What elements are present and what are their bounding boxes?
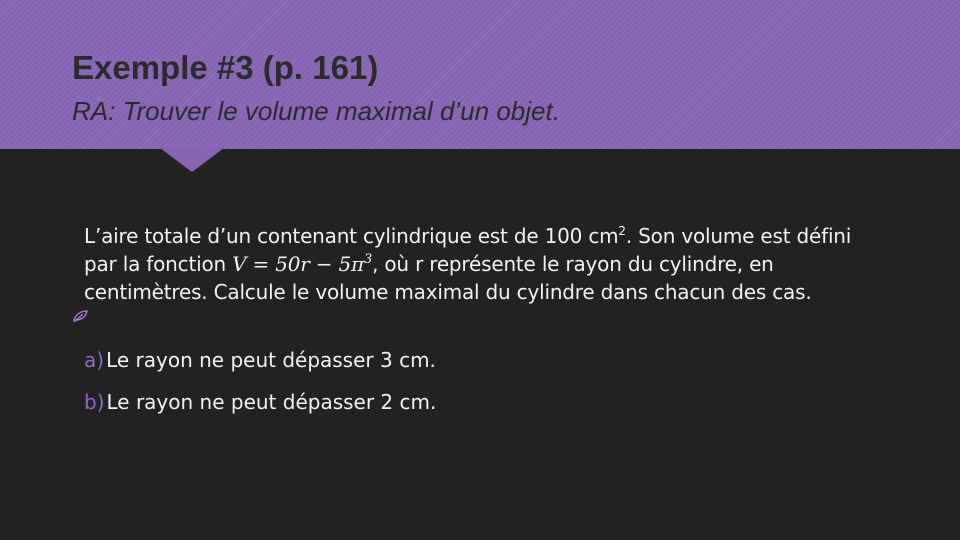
sub-item-a-text: Le rayon ne peut dépasser 3 cm. [106, 348, 436, 372]
banner-notch [160, 148, 224, 172]
sub-item-a [84, 346, 436, 374]
sub-item-b [84, 388, 436, 416]
slide-subtitle: RA: Trouver le volume maximal d’un objet. [72, 96, 560, 126]
title-banner [0, 0, 960, 149]
statement-part-2: . Son volume est défini par la fonction [84, 224, 852, 276]
formula-exponent: 3 [364, 252, 373, 267]
slide-title: Exemple #3 (p. 161) [72, 49, 379, 86]
area-unit-exponent: 2 [618, 224, 626, 238]
sub-item-a-marker: a) [84, 348, 105, 372]
formula-main: V = 50r − 5π [232, 252, 364, 276]
sub-item-b-marker: b) [84, 390, 105, 414]
sub-item-b-text: Le rayon ne peut dépasser 2 cm. [106, 390, 437, 414]
leaf-bullet-icon [71, 306, 91, 326]
volume-formula [232, 252, 372, 276]
statement-part-1: L’aire totale d’un contenant cylindrique est de 100 cm [84, 224, 619, 248]
statement-part-3: , où r représente le rayon du cylindre, en centimètres. Calcule le volume maximal du cylindre dans chacun des cas. [84, 252, 812, 304]
problem-statement [84, 222, 884, 306]
